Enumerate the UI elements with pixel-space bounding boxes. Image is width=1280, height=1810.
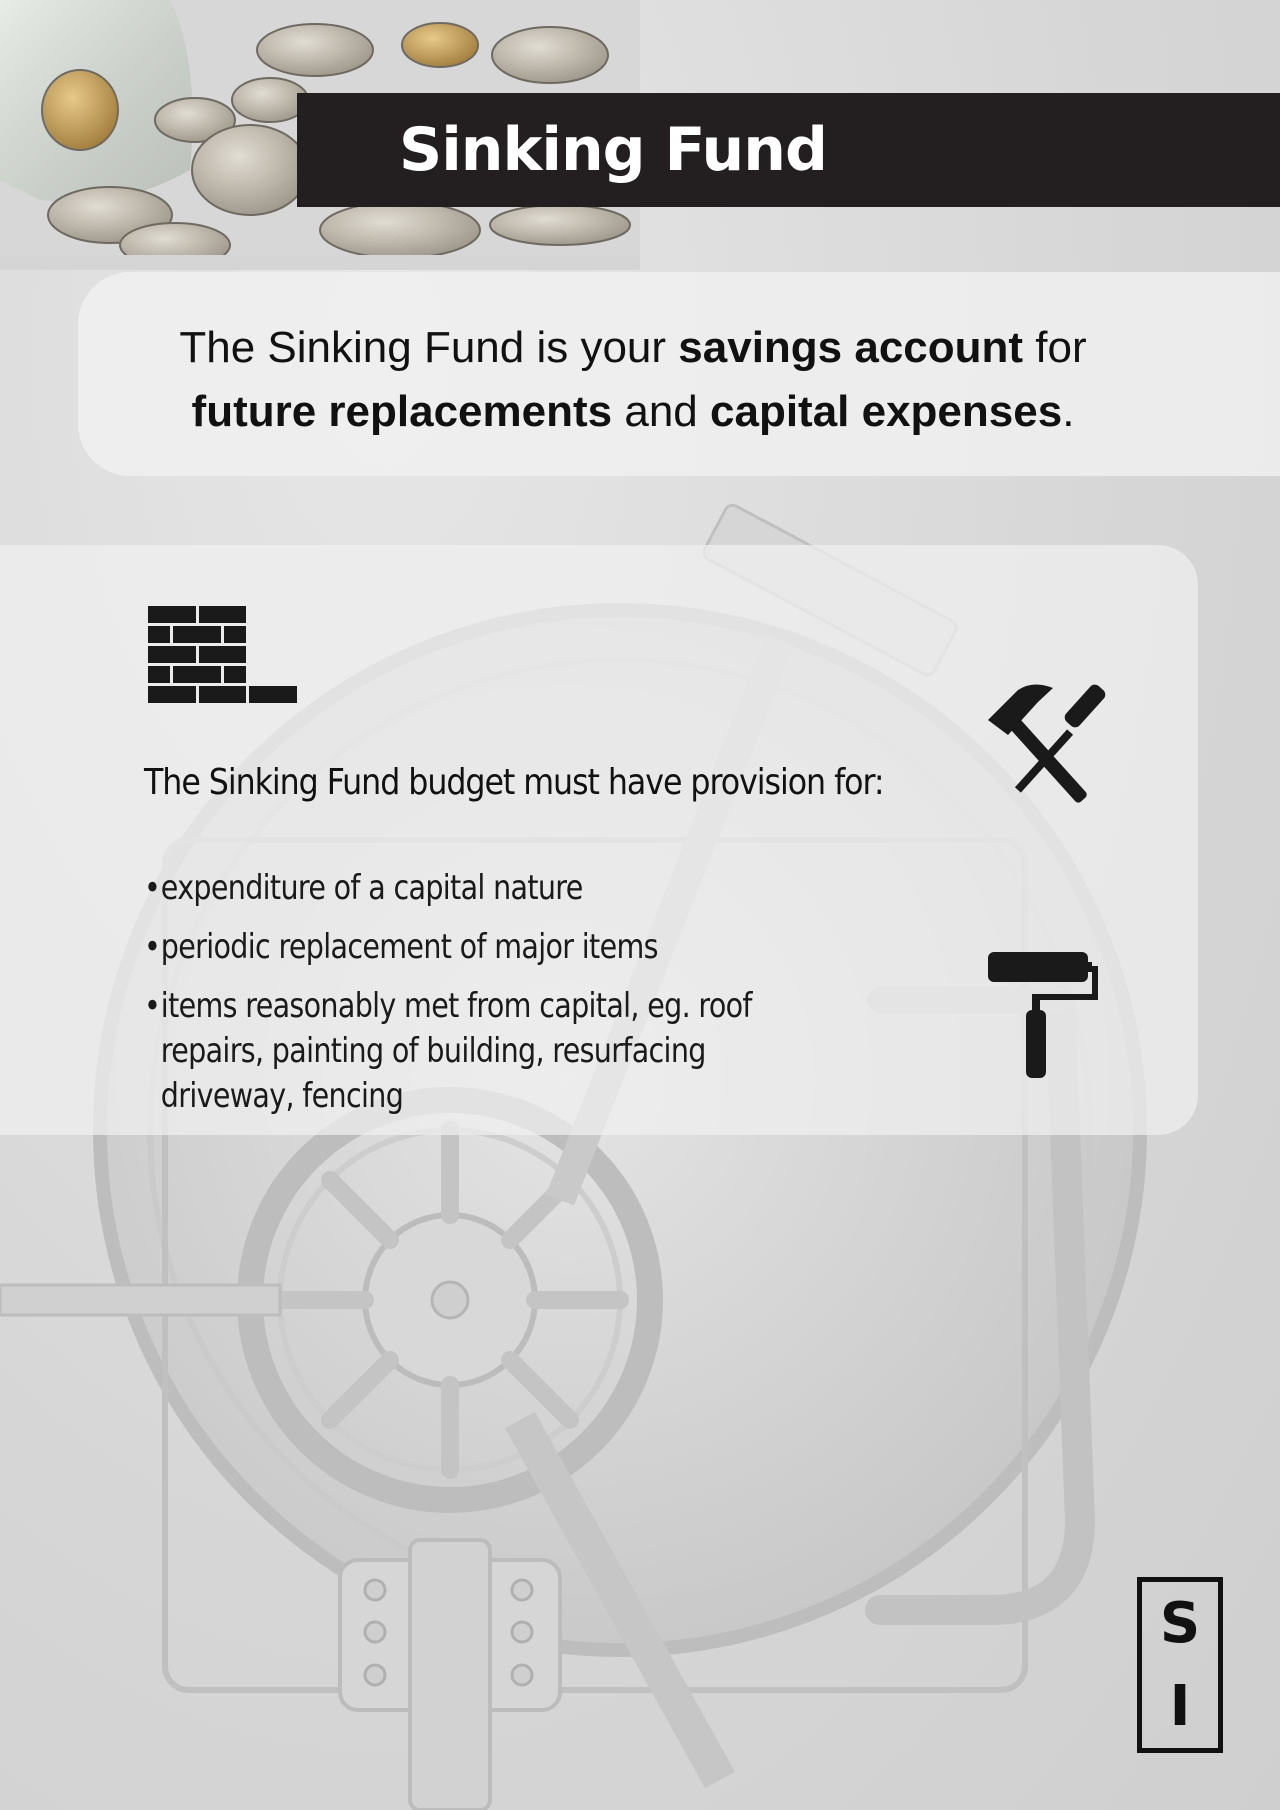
intro-line2-bold1: future replacements <box>191 387 613 436</box>
provisions-heading: The Sinking Fund budget must have provision for: <box>144 762 884 803</box>
intro-line1-post: for <box>1023 323 1087 372</box>
intro-line2-mid: and <box>612 387 710 436</box>
logo-letter-top: S <box>1159 1591 1201 1656</box>
list-item: • expenditure of a capital nature <box>144 866 782 911</box>
intro-panel <box>78 272 1280 476</box>
provisions-list <box>144 866 782 1133</box>
paint-roller-icon <box>988 952 1108 1082</box>
hammer-screwdriver-icon <box>978 680 1113 810</box>
brick-wall-icon <box>148 606 298 706</box>
page-title: Sinking Fund <box>399 115 827 185</box>
intro-line2-bold2: capital expenses <box>710 387 1063 436</box>
intro-line1-pre: The Sinking Fund is your <box>179 323 679 372</box>
intro-text <box>78 316 1188 444</box>
logo-letter-bottom: I <box>1169 1674 1191 1739</box>
list-item: • items reasonably met from capital, eg. roof repairs, painting of building, resurfacing driveway, fencing <box>144 984 782 1119</box>
list-item: • periodic replacement of major items <box>144 925 782 970</box>
brand-logo <box>1137 1577 1223 1753</box>
title-bar <box>297 93 1280 207</box>
intro-line2-post: . <box>1062 387 1075 436</box>
intro-line1-bold: savings account <box>678 323 1024 372</box>
